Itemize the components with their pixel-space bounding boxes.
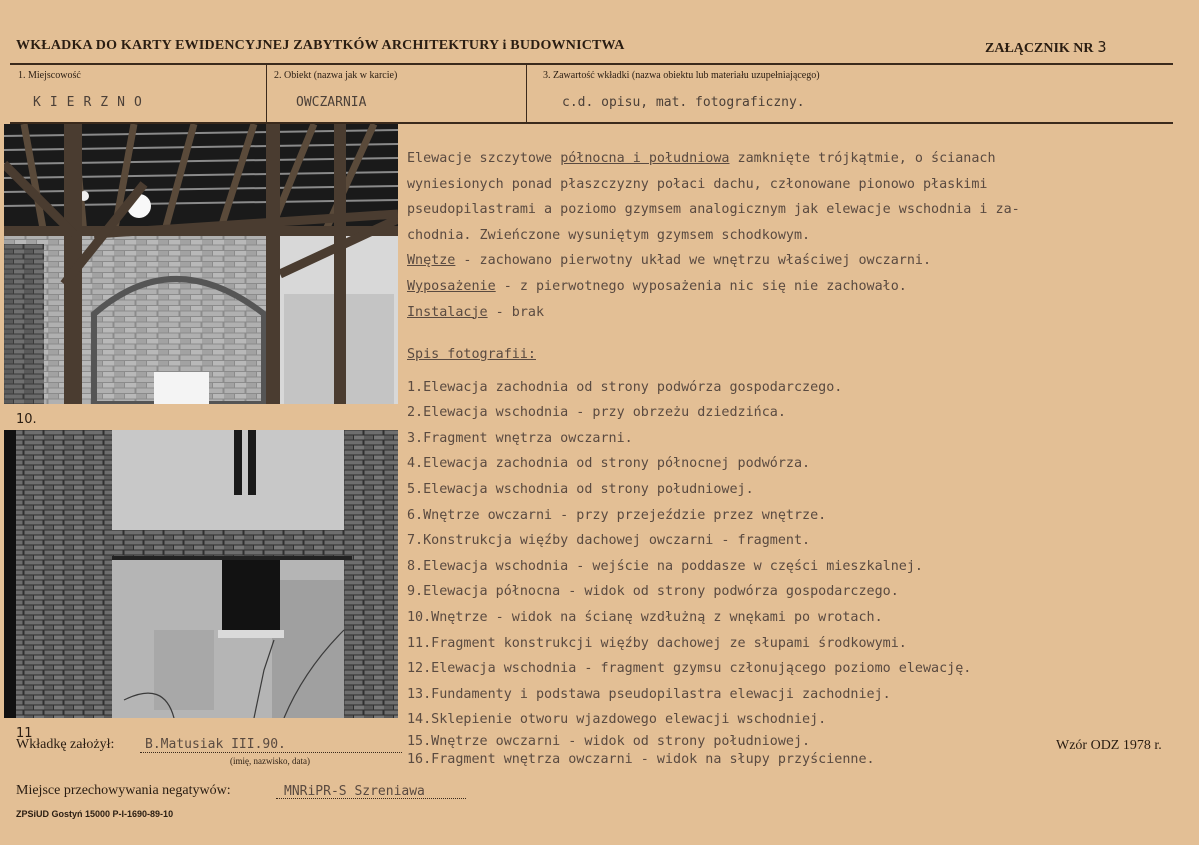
photo-list-item: 4.Elewacja zachodnia od strony północnej podwórza. — [407, 456, 811, 472]
photo-number-11: 11 — [16, 726, 33, 741]
description-line: pseudopilastrami a poziomo gzymsem analogicznym jak elewacje wschodnia i za- — [407, 202, 1020, 218]
desc-underlined: Wyposażenie — [407, 278, 496, 294]
field-divider-2 — [526, 64, 527, 122]
print-info: ZPSiUD Gostyń 15000 P-I-1690-89-10 — [16, 809, 174, 819]
installations-line — [407, 300, 1177, 326]
photo-list-item: 1.Elewacja zachodnia od strony podwórza gospodarczego. — [407, 379, 843, 395]
photo-list-item: 14.Sklepienie otworu wjazdowego elewacji wschodniej. — [407, 712, 827, 728]
content-value: c.d. opisu, mat. fotograficzny. — [562, 95, 805, 110]
desc-underlined: północna i południowa — [560, 151, 730, 166]
photo-list-item: 3.Fragment wnętrza owczarni. — [407, 430, 633, 446]
photo-list-item: 7.Konstrukcja więźby dachowej owczarni - fragment. — [407, 533, 811, 549]
photo-list-item: 9.Elewacja północna - widok od strony podwórza gospodarczego. — [407, 584, 899, 600]
storage-value: MNRiPR-S Szreniawa — [284, 784, 425, 799]
object-value: OWCZARNIA — [296, 95, 367, 110]
locality-label: 1. Miejscowość — [18, 70, 81, 81]
form-code: Wzór ODZ 1978 r. — [1056, 738, 1162, 753]
locality-value: KIERZNO — [33, 95, 151, 110]
photo-list-item: 13.Fundamenty i podstawa pseudopilastra elewacji zachodniej. — [407, 686, 891, 702]
photo-list-item: 11.Fragment konstrukcji więźby dachowej ze słupami środkowymi. — [407, 635, 907, 651]
field-divider-1 — [266, 64, 267, 122]
description-line: wyniesionych ponad płaszczyzny połaci dachu, członowane pionowo płaskimi — [407, 176, 988, 192]
desc-text: Elewacje szczytowe — [407, 151, 561, 166]
photo-list-item: 12.Elewacja wschodnia - fragment gzymsu członującego poziomo elewację. — [407, 661, 972, 677]
photo-list-item: 16.Fragment wnętrza owczarni - widok na słupy przyścienne. — [407, 751, 875, 767]
annex-label-text: ZAŁĄCZNIK NR — [985, 41, 1094, 56]
content-label: 3. Zawartość wkładki (nazwa obiektu lub materiału uzupełniającego) — [543, 70, 820, 81]
photo-list-title: Spis fotografii: — [407, 347, 536, 362]
photo-interior-image — [4, 124, 398, 404]
object-description — [407, 146, 1177, 325]
author-dotted-line — [140, 752, 402, 753]
desc-text: - zachowano pierwotny układ we wnętrzu właściwej owczarni. — [455, 253, 932, 269]
photo-list-item: 6.Wnętrze owczarni - przy przejeździe przez wnętrze. — [407, 507, 827, 523]
description-line: chodnia. Zwieńczone wysuniętym gzymsem schodkowym. — [407, 227, 811, 243]
photo-interior-roof-truss — [4, 124, 398, 404]
annex-number: 3 — [1097, 38, 1107, 56]
photo-elevation-fragment — [4, 430, 398, 718]
object-label: 2. Obiekt (nazwa jak w karcie) — [274, 70, 398, 81]
photo-elevation-image — [4, 430, 398, 718]
storage-label: Miejsce przechowywania negatywów: — [16, 783, 231, 798]
photo-list-item: 15.Wnętrze owczarni - widok od strony południowej. — [407, 733, 811, 749]
desc-text: zamknięte trójkątmie, o ścianach — [729, 151, 996, 166]
desc-underlined: Instalacje — [407, 304, 488, 320]
form-title: WKŁADKA DO KARTY EWIDENCYJNEJ ZABYTKÓW ARCHITEKTURY i BUDOWNICTWA — [16, 38, 625, 53]
author-value: B.Matusiak III.90. — [145, 737, 286, 752]
photo-list-item: 2.Elewacja wschodnia - przy obrzeżu dziedzińca. — [407, 405, 786, 421]
photo-number-10: 10. — [16, 412, 37, 427]
desc-underlined: Wnętze — [407, 253, 456, 269]
description-line — [407, 146, 1177, 172]
header-rule-top — [10, 63, 1173, 65]
photo-list-item: 8.Elewacja wschodnia - wejście na poddasze w części mieszkalnej. — [407, 558, 923, 574]
author-label: Wkładkę założył: — [16, 737, 115, 752]
photo-list-item: 5.Elewacja wschodnia od strony południowej. — [407, 481, 754, 497]
photo-list — [407, 347, 972, 769]
author-hint: (imię, nazwisko, data) — [230, 756, 310, 766]
desc-text: - brak — [487, 304, 545, 320]
interior-line — [407, 248, 1177, 274]
equipment-line — [407, 274, 1177, 300]
desc-text: - z pierwotnego wyposażenia nic się nie zachowało. — [495, 278, 907, 294]
photo-list-item: 10.Wnętrze - widok na ścianę wzdłużną z wnękami po wrotach. — [407, 609, 883, 625]
annex-label — [985, 38, 1107, 57]
